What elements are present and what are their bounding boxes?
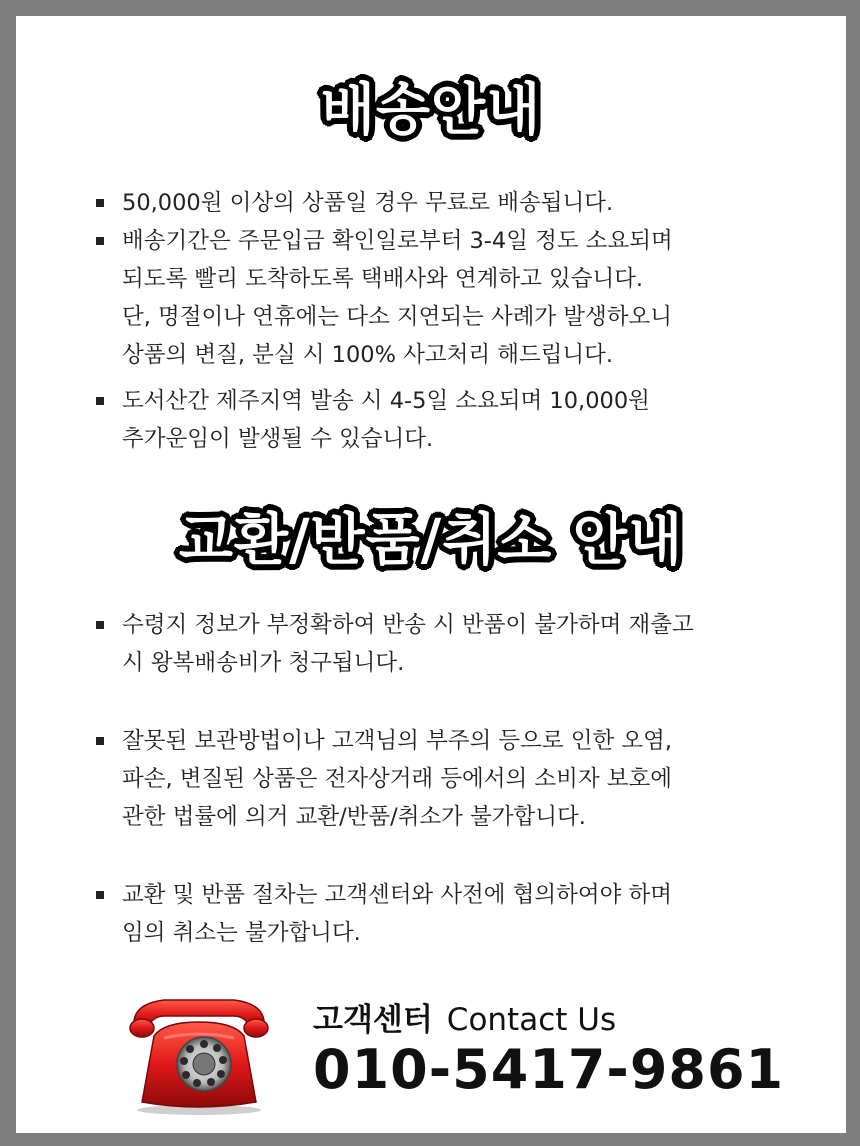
- list-item: [88, 722, 788, 836]
- shipping-note-text: 50,000원 이상의 상품일 경우 무료로 배송됩니다.: [122, 190, 614, 216]
- shipping-notes: [88, 184, 788, 458]
- bullet-icon: [96, 237, 104, 245]
- contact-label-ko: 고객센터: [313, 1002, 433, 1038]
- bullet-icon: [96, 397, 104, 405]
- list-item: [88, 222, 788, 374]
- list-item: [88, 876, 788, 952]
- shipping-note-text: 도서산간 제주지역 발송 시 4-5일 소요되며 10,000원 추가운임이 발생될 수 있습니다.: [122, 388, 650, 452]
- bullet-icon: [96, 621, 104, 629]
- returns-note-text: 수령지 정보가 부정확하여 반송 시 반품이 불가하며 재출고 시 왕복배송비가 청구됩니다.: [122, 612, 694, 676]
- contact-label-en: Contact Us: [446, 1002, 617, 1038]
- list-item: [88, 184, 788, 222]
- returns-title: 교환/반품/취소 안내: [178, 508, 684, 573]
- bullet-icon: [96, 199, 104, 207]
- shipping-note-text: 배송기간은 주문입금 확인일로부터 3-4일 정도 소요되며 되도록 빨리 도착하도록 택배사와 연계하고 있습니다. 단, 명절이나 연휴에는 다소 지연되는 사례가 발생하오니 상품의 변질, 분실 시 100% 사고처리 해드립니다.: [122, 228, 673, 368]
- list-item: [88, 606, 788, 682]
- phone-number[interactable]: 010-5417-9861: [313, 1038, 785, 1101]
- contact-label: [313, 994, 616, 1039]
- returns-note-text: 잘못된 보관방법이나 고객님의 부주의 등으로 인한 오염, 파손, 변질된 상품은 전자상거래 등에서의 소비자 보호에 관한 법률에 의거 교환/반품/취소가 불가합니다.: [122, 728, 672, 830]
- shipping-title: 배송안내: [320, 78, 542, 143]
- list-item: [88, 382, 788, 458]
- info-page: [16, 16, 846, 1133]
- returns-notes: [88, 606, 788, 992]
- returns-note-text: 교환 및 반품 절차는 고객센터와 사전에 협의하여야 하며 임의 취소는 불가합니다.: [122, 882, 672, 946]
- bullet-icon: [96, 737, 104, 745]
- red-rotary-telephone-icon: [124, 986, 274, 1116]
- bullet-icon: [96, 891, 104, 899]
